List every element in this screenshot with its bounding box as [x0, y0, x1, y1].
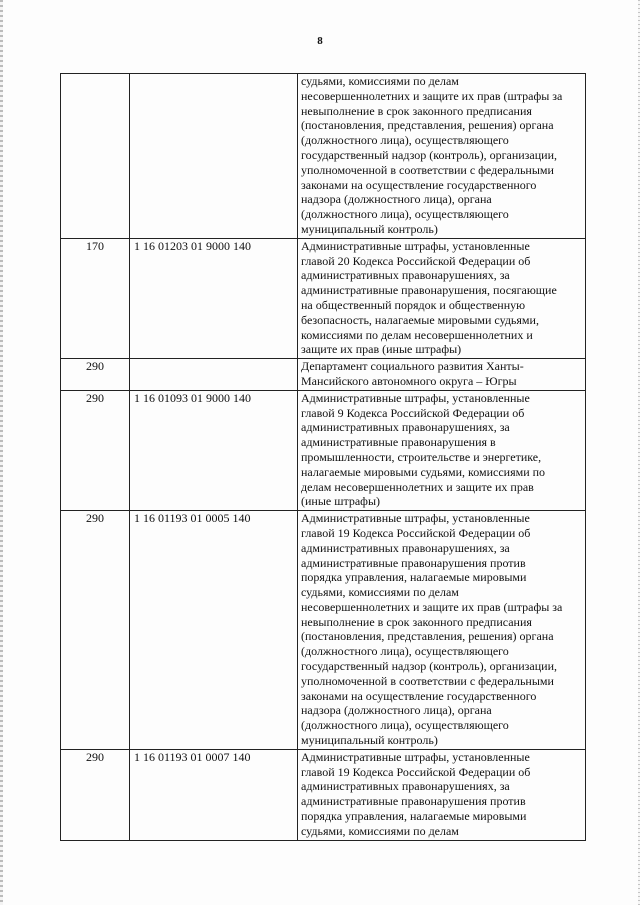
budget-code-cell: 1 16 01203 01 9000 140 [130, 238, 298, 358]
description-line: невыполнение в срок законного предписания [301, 103, 532, 118]
description-line: промышленности, строительстве и энергетике, [301, 449, 542, 464]
description-line: (иные штрафы) [301, 494, 381, 509]
description-line: уполномоченной в соответствии с федеральными [301, 673, 554, 688]
admin-code-cell: 170 [61, 238, 130, 358]
description-line: комиссиями по делам несовершеннолетних и [301, 327, 533, 342]
description-line: судьями, комиссиями по делам [301, 585, 459, 600]
admin-code-cell: 290 [61, 511, 130, 750]
description-line: защите их прав (иные штрафы) [301, 342, 462, 357]
description-line: государственный надзор (контроль), организации, [301, 659, 558, 674]
description-line: главой 9 Кодекса Российской Федерации об [301, 405, 525, 420]
description-line: надзора (должностного лица), органа [301, 192, 492, 207]
admin-code-cell [61, 74, 130, 239]
description-line: главой 19 Кодекса Российской Федерации об [301, 764, 531, 779]
description-line: на общественный порядок и общественную [301, 297, 526, 312]
description-line: административные правонарушения, посягающие [301, 283, 557, 298]
description-cell [298, 511, 586, 750]
description-cell [298, 238, 586, 358]
budget-code-cell: 1 16 01093 01 9000 140 [130, 390, 298, 510]
description-line: (должностного лица), осуществляющего [301, 133, 509, 148]
description-cell [298, 749, 586, 840]
description-line: законами на осуществление государственного [301, 688, 537, 703]
description-line: Департамент социального развития Ханты- [301, 359, 524, 374]
admin-code-cell: 290 [61, 390, 130, 510]
description-line: Административные штрафы, установленные [301, 238, 530, 253]
page-number: 8 [317, 35, 323, 47]
description-line: (должностного лица), осуществляющего [301, 207, 509, 222]
revenue-codes-table [60, 73, 586, 841]
description-line: законами на осуществление государственного [301, 177, 537, 192]
description-line: административные правонарушения против [301, 555, 526, 570]
description-line: Мансийского автономного округа – Югры [301, 373, 517, 388]
description-line: (постановления, представления, решения) органа [301, 629, 554, 644]
description-line: административные правонарушения против [301, 794, 526, 809]
description-line: административных правонарушениях, за [301, 268, 510, 283]
description-line: административных правонарушениях, за [301, 779, 510, 794]
table-body [61, 74, 586, 841]
description-line: налагаемые мировыми судьями, комиссиями по [301, 464, 546, 479]
description-line: главой 19 Кодекса Российской Федерации об [301, 525, 531, 540]
description-line: судьями, комиссиями по делам [301, 74, 459, 88]
description-line: судьями, комиссиями по делам [301, 823, 459, 838]
budget-code-cell [130, 359, 298, 391]
admin-code-cell: 290 [61, 749, 130, 840]
description-line: (должностного лица), осуществляющего [301, 718, 509, 733]
description-line: Административные штрафы, установленные [301, 749, 530, 764]
description-line: несовершеннолетних и защите их прав (штрафы за [301, 599, 563, 614]
description-line: невыполнение в срок законного предписания [301, 614, 532, 629]
budget-code-cell [130, 74, 298, 239]
description-line: муниципальный контроль) [301, 221, 438, 236]
description-cell [298, 390, 586, 510]
description-line: несовершеннолетних и защите их прав (штрафы за [301, 88, 563, 103]
description-cell [298, 359, 586, 391]
table-row [61, 238, 586, 358]
description-line: уполномоченной в соответствии с федеральными [301, 162, 554, 177]
description-line: (должностного лица), осуществляющего [301, 644, 509, 659]
description-line: муниципальный контроль) [301, 733, 438, 748]
description-line: порядка управления, налагаемые мировыми [301, 570, 527, 585]
description-line: делам несовершеннолетних и защите их прав [301, 479, 534, 494]
description-line: Административные штрафы, установленные [301, 511, 530, 526]
table-row [61, 511, 586, 750]
description-line: (постановления, представления, решения) органа [301, 118, 554, 133]
description-line: безопасность, налагаемые мировыми судьями, [301, 312, 539, 327]
description-line: главой 20 Кодекса Российской Федерации об [301, 253, 531, 268]
table-row [61, 390, 586, 510]
description-line: порядка управления, налагаемые мировыми [301, 809, 527, 824]
description-cell [298, 74, 586, 239]
description-line: административных правонарушениях, за [301, 540, 510, 555]
description-line: надзора (должностного лица), органа [301, 703, 492, 718]
table-row [61, 359, 586, 391]
table-row [61, 749, 586, 840]
description-line: административные правонарушения в [301, 435, 496, 450]
description-line: Административные штрафы, установленные [301, 390, 530, 405]
description-line: государственный надзор (контроль), организации, [301, 147, 558, 162]
budget-code-cell: 1 16 01193 01 0005 140 [130, 511, 298, 750]
admin-code-cell: 290 [61, 359, 130, 391]
description-line: административных правонарушениях, за [301, 420, 510, 435]
table-row [61, 74, 586, 239]
scan-edge-left [0, 0, 3, 905]
budget-code-cell: 1 16 01193 01 0007 140 [130, 749, 298, 840]
